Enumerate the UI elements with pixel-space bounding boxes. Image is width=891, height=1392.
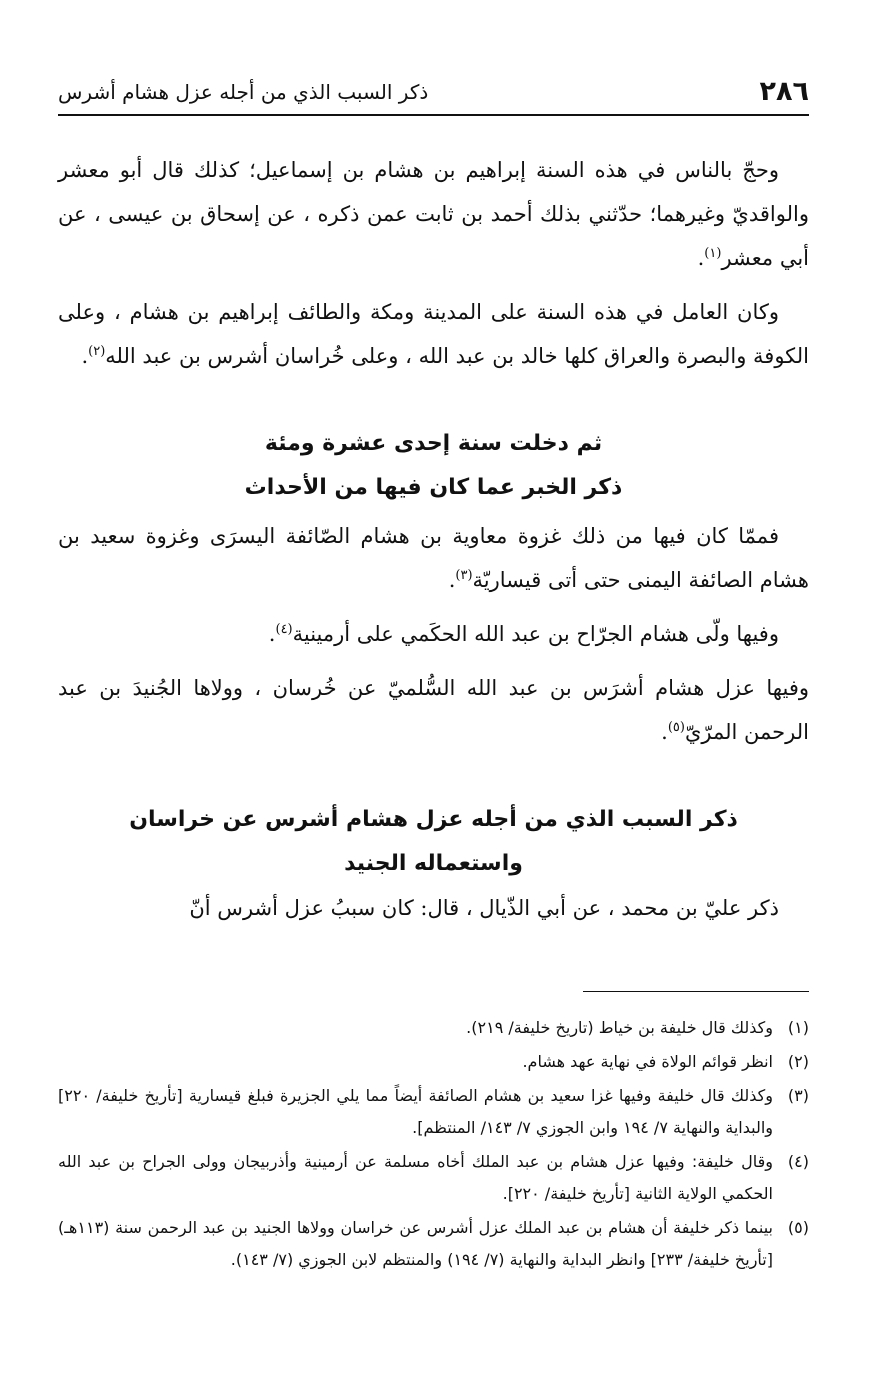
paragraph-hajj <box>58 148 809 280</box>
paragraph-end: . <box>448 568 456 592</box>
footnote-number: (٥) <box>787 1218 809 1237</box>
footnote-2 <box>58 1046 809 1078</box>
paragraph-narration <box>58 886 809 930</box>
footnote-number: (٤) <box>787 1152 809 1171</box>
paragraph-text: فممّا كان فيها من ذلك غزوة معاوية بن هشام الصّائفة اليسرَى وغزوة سعيد بن هشام الصائفة اليمنى حتى أتى قيساريّة <box>58 524 809 592</box>
paragraph-text: وفيها عزل هشام أشرَس بن عبد الله السُّلميّ عن خُرسان ، وولاها الجُنيدَ بن عبد الرحمن المرّيّ <box>58 676 809 744</box>
footnote-3 <box>58 1080 809 1144</box>
paragraph-end: . <box>661 720 668 744</box>
paragraph-end: . <box>81 344 89 368</box>
footnote-number: (٢) <box>787 1052 809 1071</box>
heading-year: ثم دخلت سنة إحدى عشرة ومئة <box>264 431 603 456</box>
footnote-ref-1: (١) <box>704 246 722 261</box>
heading-reason-continued: واستعماله الجنيد <box>344 851 523 876</box>
footnote-text: انظر قوائم الولاة في نهاية عهد هشام. <box>522 1052 773 1071</box>
main-text <box>58 148 809 940</box>
paragraph-end: . <box>697 246 705 270</box>
footnote-text: وكذلك قال خليفة وفيها غزا سعيد بن هشام الصائفة أيضاً مما يلي الجزيرة فبلغ قيسارية [تأريخ خليفة/ ٢٢٠] والبداية والنهاية ٧/ ١٩٤ وابن الجوزي ٧/ ١٤٣/ المنتظم]. <box>58 1086 773 1137</box>
footnote-ref-5: (٥) <box>667 720 685 735</box>
footnote-number: (٣) <box>787 1086 809 1105</box>
running-header <box>58 74 809 116</box>
footnote-ref-3: (٣) <box>455 568 473 583</box>
paragraph-campaigns <box>58 514 809 602</box>
paragraph-end: . <box>268 622 276 646</box>
footnote-text: بينما ذكر خليفة أن هشام بن عبد الملك عزل أشرس عن خراسان وولاها الجنيد بن عبد الرحمن سنة (١١٣هـ) [تأريخ خليفة/ ٢٣٣] وانظر البداية والنهاية (٧/ ١٩٤) والمنتظم لابن الجوزي (٧/ ١٤٣). <box>58 1218 773 1269</box>
footnote-ref-2: (٢) <box>88 344 106 359</box>
paragraph-dismissal <box>58 666 809 754</box>
footnote-5 <box>58 1212 809 1276</box>
footnote-text: وكذلك قال خليفة بن خياط (تاريخ خليفة/ ٢١٩). <box>466 1018 773 1037</box>
footnote-ref-4: (٤) <box>275 622 293 637</box>
heading-reason: ذكر السبب الذي من أجله عزل هشام أشرس عن خراسان <box>129 807 738 832</box>
paragraph-text: وكان العامل في هذه السنة على المدينة ومكة والطائف إبراهيم بن هشام ، وعلى الكوفة والبصرة والعراق كلها خالد بن عبد الله ، وعلى خُراسان أشرس بن عبد الله <box>58 300 809 368</box>
footnote-number: (١) <box>787 1018 809 1037</box>
page-number: ٢٨٦ <box>759 76 809 107</box>
footnote-4 <box>58 1146 809 1210</box>
paragraph-governors <box>58 290 809 378</box>
paragraph-text: وفيها ولّى هشام الجرّاح بن عبد الله الحكَمي على أرمينية <box>292 622 779 646</box>
paragraph-text: وحجّ بالناس في هذه السنة إبراهيم بن هشام بن إسماعيل؛ كذلك قال أبو معشر والواقديّ وغيرهما؛ حدّثني بذلك أحمد بن ثابت عمن ذكره ، عن إسحاق بن عيسى ، عن أبي معشر <box>58 158 809 270</box>
footnote-1 <box>58 1012 809 1044</box>
heading-events: ذكر الخبر عما كان فيها من الأحداث <box>244 475 623 500</box>
paragraph-text: ذكر عليّ بن محمد ، عن أبي الذّيال ، قال: كان سببُ عزل أشرس أنّ <box>189 896 779 920</box>
running-title: ذكر السبب الذي من أجله عزل هشام أشرس <box>58 80 429 104</box>
footnote-divider <box>583 991 809 992</box>
footnote-text: وقال خليفة: وفيها عزل هشام بن عبد الملك أخاه مسلمة عن أرمينية وأذربيجان وولى الجراح بن عبد الله الحكمي الولاية الثانية [تأريخ خليفة/ ٢٢٠]. <box>58 1152 773 1203</box>
paragraph-armenia <box>58 612 809 656</box>
footnotes <box>58 1012 809 1278</box>
